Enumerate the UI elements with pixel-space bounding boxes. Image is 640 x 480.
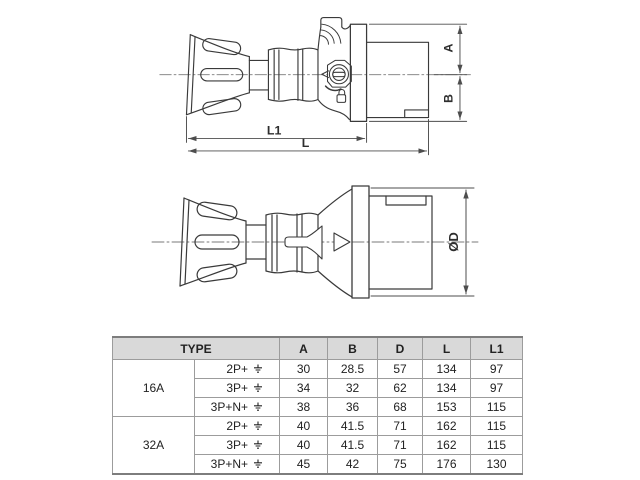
cell-l: 162 (423, 417, 471, 436)
retaining-clip-detail (320, 24, 341, 44)
dimension-l (188, 119, 428, 154)
type-label: 2P+ (226, 362, 248, 376)
earth-icon (253, 459, 263, 469)
col-header-a: A (280, 337, 328, 360)
contact-sleeve (369, 196, 432, 289)
cell-b: 36 (328, 398, 378, 417)
dimension-l1 (186, 117, 366, 143)
table-row (113, 360, 523, 379)
group-label-32a: 32A (113, 417, 195, 475)
cell-type (195, 398, 280, 417)
col-header-type: TYPE (113, 337, 280, 360)
cell-d: 57 (378, 360, 423, 379)
col-header-l1: L1 (471, 337, 523, 360)
cell-b: 42 (328, 455, 378, 475)
cell-d: 68 (378, 398, 423, 417)
earth-icon (253, 421, 263, 431)
dimensions-table (112, 336, 523, 475)
top-view-drawing (150, 8, 485, 170)
type-label: 3P+N+ (210, 457, 248, 471)
cell-a: 40 (280, 436, 328, 455)
cell-d: 75 (378, 455, 423, 475)
earth-icon (253, 383, 263, 393)
cell-a: 38 (280, 398, 328, 417)
cell-l1: 97 (471, 379, 523, 398)
col-header-d: D (378, 337, 423, 360)
latch-arrow-icon (334, 233, 350, 251)
cell-d: 71 (378, 436, 423, 455)
col-header-b: B (328, 337, 378, 360)
padlock-icon (337, 89, 346, 102)
cell-b: 41.5 (328, 436, 378, 455)
contact-sleeve (367, 42, 429, 117)
cell-a: 34 (280, 379, 328, 398)
svg-text:ØD: ØD (446, 232, 461, 252)
cell-a: 40 (280, 417, 328, 436)
cell-a: 30 (280, 360, 328, 379)
earth-icon (253, 440, 263, 450)
cell-d: 71 (378, 417, 423, 436)
group-label-16a: 16A (113, 360, 195, 417)
type-label: 3P+N+ (210, 400, 248, 414)
svg-text:L: L (301, 136, 310, 151)
type-label: 3P+ (226, 438, 248, 452)
funnel-detail (285, 226, 322, 259)
bottom-view-drawing (150, 178, 485, 328)
cell-l: 134 (423, 379, 471, 398)
earth-icon (253, 402, 263, 412)
dimension-a (369, 24, 466, 75)
cell-l: 176 (423, 455, 471, 475)
svg-text:L1: L1 (266, 123, 282, 138)
locking-screw-detail (322, 60, 352, 102)
cell-l: 134 (423, 360, 471, 379)
table-header-row (113, 337, 523, 360)
flange (350, 24, 366, 121)
type-label: 3P+ (226, 381, 248, 395)
cell-type (195, 436, 280, 455)
cell-d: 62 (378, 379, 423, 398)
cell-type (195, 379, 280, 398)
cell-a: 45 (280, 455, 328, 475)
cell-l1: 130 (471, 455, 523, 475)
cell-l1: 115 (471, 436, 523, 455)
dimension-b (369, 77, 466, 122)
cell-b: 28.5 (328, 360, 378, 379)
cell-l: 162 (423, 436, 471, 455)
cell-b: 41.5 (328, 417, 378, 436)
cell-l1: 115 (471, 417, 523, 436)
table-row (113, 417, 523, 436)
cell-l1: 115 (471, 398, 523, 417)
col-header-l: L (423, 337, 471, 360)
cell-type (195, 455, 280, 475)
cell-l: 153 (423, 398, 471, 417)
svg-text:A: A (441, 43, 456, 53)
cell-type (195, 360, 280, 379)
cell-type (195, 417, 280, 436)
cell-l1: 97 (471, 360, 523, 379)
svg-text:B: B (441, 94, 456, 103)
type-label: 2P+ (226, 419, 248, 433)
earth-icon (253, 364, 263, 374)
cell-b: 32 (328, 379, 378, 398)
